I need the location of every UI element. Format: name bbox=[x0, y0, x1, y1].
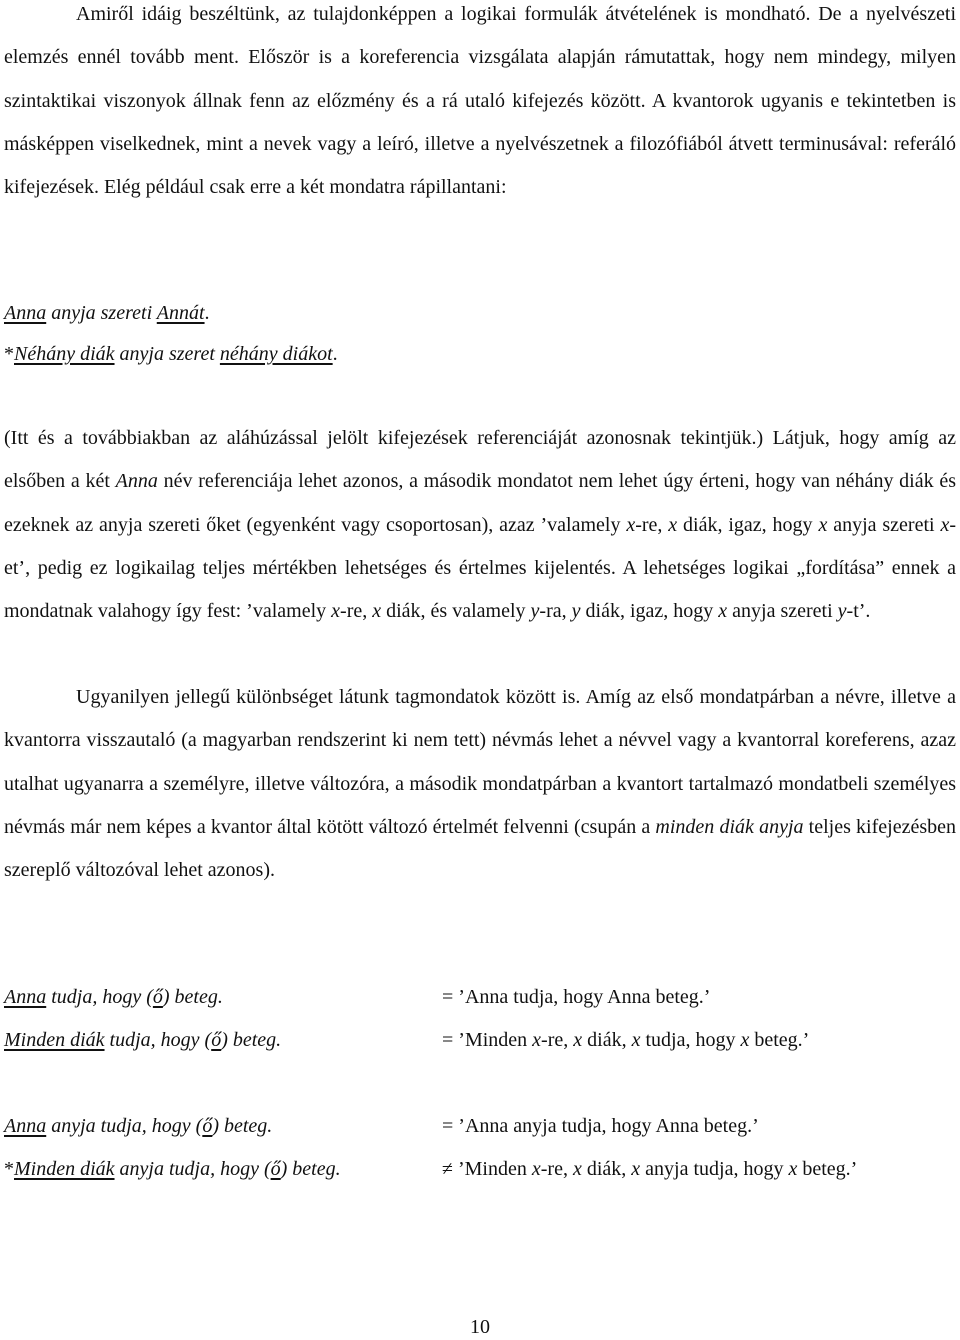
paragraph-2-text: név referenciája lehet azonos, a második mondatot nem lehet úgy érteni, hogy van néhány diák és ezeknek az anyja szereti őket (egyenként vagy csoportosan), azaz ’valamely bbox=[4, 470, 957, 536]
underlined-pronoun: ő bbox=[211, 1029, 222, 1051]
underlined-np: Néhány diák bbox=[14, 343, 115, 365]
variable: x bbox=[668, 513, 678, 536]
example-text: . bbox=[204, 302, 210, 324]
paraphrase-text: = ’Minden bbox=[442, 1029, 533, 1051]
paragraph-2-text: -et’, pedig ez logikailag teljes mértékben lehetséges és értelmes kijelentés. A lehetséges logikai „fordítása” ennek a mondatnak valahogy így fest: ’valamely bbox=[4, 513, 957, 623]
paragraph-2-text: anyja szereti bbox=[827, 513, 941, 536]
example-text: tudja, hogy ( bbox=[46, 986, 153, 1008]
example-right-1 bbox=[442, 986, 710, 1009]
ungrammatical-mark: * bbox=[4, 343, 14, 365]
variable: x bbox=[531, 1158, 541, 1180]
paraphrase-text: beteg.’ bbox=[797, 1158, 858, 1180]
underlined-pronoun: ő bbox=[202, 1115, 213, 1137]
paragraph-2-text: -t’. bbox=[846, 600, 871, 623]
paraphrase-text: anyja tudja, hogy bbox=[640, 1158, 789, 1180]
variable: y bbox=[530, 600, 540, 623]
example-text: anyja tudja, hogy ( bbox=[114, 1158, 271, 1180]
example-text: ) beteg. bbox=[280, 1158, 341, 1180]
example-text: anyja tudja, hogy ( bbox=[46, 1115, 203, 1137]
variable: x bbox=[940, 513, 950, 536]
italic-term: minden diák anyja bbox=[655, 815, 804, 838]
variable: x bbox=[331, 600, 341, 623]
variable: y bbox=[571, 600, 581, 623]
paraphrase-text: -re, bbox=[540, 1158, 573, 1180]
example-text: . bbox=[332, 343, 338, 365]
paraphrase-text: = ’Anna tudja, hogy Anna beteg.’ bbox=[442, 986, 711, 1008]
underlined-np: Anna bbox=[4, 986, 47, 1008]
variable: x bbox=[372, 600, 382, 623]
variable: x bbox=[631, 1029, 641, 1051]
variable: x bbox=[718, 600, 728, 623]
underlined-np: néhány diákot bbox=[219, 343, 333, 365]
example-right-3 bbox=[442, 1115, 759, 1138]
example-left-1 bbox=[4, 986, 223, 1009]
paragraph-2-text: diák, és valamely bbox=[381, 600, 531, 623]
underlined-np: Minden diák bbox=[4, 1029, 105, 1051]
variable: x bbox=[573, 1029, 583, 1051]
variable: x bbox=[572, 1158, 582, 1180]
paraphrase-text: diák, bbox=[581, 1158, 632, 1180]
example-right-2 bbox=[442, 1029, 809, 1052]
example-text: tudja, hogy ( bbox=[104, 1029, 212, 1051]
variable: x bbox=[631, 1158, 641, 1180]
variable: x bbox=[626, 513, 636, 536]
paraphrase-text: tudja, hogy bbox=[640, 1029, 741, 1051]
paraphrase-text: diák, bbox=[582, 1029, 632, 1051]
example-text: ) beteg. bbox=[212, 1115, 273, 1137]
example-left-2 bbox=[4, 1029, 281, 1052]
example-text: anyja szeret bbox=[114, 343, 220, 365]
variable: x bbox=[532, 1029, 542, 1051]
variable: x bbox=[740, 1029, 750, 1051]
variable: y bbox=[837, 600, 847, 623]
paragraph-3-text: teljes kifejezésben szereplő változóval lehet azonos). bbox=[4, 815, 957, 882]
paragraph-2-text: diák, igaz, hogy bbox=[580, 600, 719, 623]
variable: x bbox=[788, 1158, 798, 1180]
paraphrase-text: = ’Anna anyja tudja, hogy Anna beteg.’ bbox=[442, 1115, 759, 1137]
underlined-np: Minden diák bbox=[14, 1158, 115, 1180]
paraphrase-text: ≠ ’Minden bbox=[442, 1158, 532, 1180]
underlined-np: Anna bbox=[4, 302, 47, 324]
paraphrase-text: beteg.’ bbox=[749, 1029, 810, 1051]
paragraph-2-text: -ra, bbox=[539, 600, 572, 623]
paragraph-1-text: Amiről idáig beszéltünk, az tulajdonképpen a logikai formulák átvételének is mondható. De a nyelvészeti elemzés ennél tovább ment. Először is a koreferencia vizsgálata alapján rámutattak, hogy nem mindegy, milyen szintaktikai viszonyok állnak fenn az előzmény és a rá utaló kifejezés között. A kvantorok ugyanis e tekintetben is másképpen viselkednek, mint a nevek vagy a leíró, illetve a nyelvészetnek a filozófiából átvett terminusával: referáló kifejezések. Elég például csak erre a két mondatra rápillantani: bbox=[4, 3, 956, 199]
variable: x bbox=[818, 513, 828, 536]
underlined-np: Anna bbox=[4, 1115, 47, 1137]
paragraph-2 bbox=[4, 417, 956, 633]
example-right-4 bbox=[442, 1158, 857, 1181]
example-text: ) beteg. bbox=[162, 986, 223, 1008]
example-text: ) beteg. bbox=[221, 1029, 282, 1051]
ungrammatical-mark: * bbox=[4, 1158, 14, 1180]
paragraph-2-text: (Itt és a továbbiakban az aláhúzással jelölt kifejezések referenciáját azonosnak tekintjük.) Látjuk, hogy amíg az elsőben a két bbox=[4, 427, 956, 493]
underlined-np: Annát bbox=[156, 302, 205, 324]
paragraph-3-text: Ugyanilyen jellegű különbséget látunk tagmondatok között is. Amíg az első mondatpárban a névre, illetve a kvantorra visszautaló (a magyarban rendszerint ki nem tett) névmás lehet a névvel vagy a kvantorral koreferens, azaz utalhat ugyanarra a személyre, illetve változóra, a második mondatpárban a kvantort tartalmazó mondatbeli személyes névmás már nem képes a kvantor által kötött változó értelmét felvenni (csupán a bbox=[4, 686, 956, 838]
paragraph-2-text: -re, bbox=[340, 600, 373, 623]
example-left-3 bbox=[4, 1115, 272, 1138]
example-left-4 bbox=[4, 1158, 341, 1181]
underlined-pronoun: ő bbox=[270, 1158, 281, 1180]
page-number: 10 bbox=[470, 1316, 490, 1338]
italic-term: Anna bbox=[115, 470, 158, 493]
underlined-pronoun: ő bbox=[152, 986, 163, 1008]
paragraph-2-text: -re, bbox=[635, 513, 669, 536]
paraphrase-text: -re, bbox=[541, 1029, 574, 1051]
paragraph-2-text: anyja szereti bbox=[727, 600, 838, 623]
example-sentence-1 bbox=[4, 302, 210, 325]
example-text: anyja szereti bbox=[46, 302, 157, 324]
paragraph-2-text: diák, igaz, hogy bbox=[677, 513, 819, 536]
paragraph-1 bbox=[4, 0, 956, 209]
example-sentence-2 bbox=[4, 343, 338, 366]
paragraph-3 bbox=[4, 676, 956, 892]
